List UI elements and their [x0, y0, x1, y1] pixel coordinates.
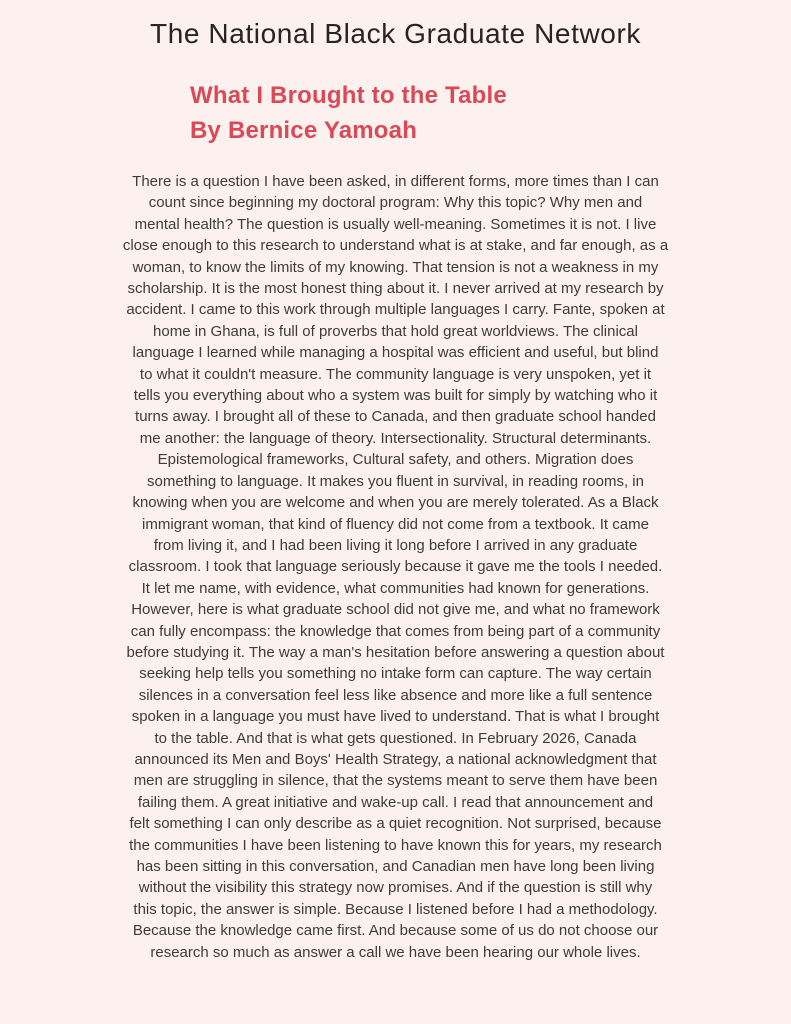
site-title: The National Black Graduate Network [150, 18, 641, 49]
body-line: announced its Men and Boys' Health Strategy, a national acknowledgment that [134, 750, 657, 768]
article-title: What I Brought to the Table [190, 82, 507, 109]
body-line: classroom. I took that language seriously because it gave me the tools I needed. [128, 558, 663, 576]
body-line: scholarship. It is the most honest thing about it. I never arrived at my research by [127, 280, 664, 298]
article-byline: By Bernice Yamoah [190, 117, 418, 144]
body-line: to what it couldn't measure. The community language is very unspoken, yet it [139, 365, 652, 383]
body-line: failing them. A great initiative and wake-up call. I read that announcement and [137, 793, 654, 811]
body-line: to the table. And that is what gets questioned. In February 2026, Canada [154, 729, 637, 747]
body-line: without the visibility this strategy now promises. And if the question is still why [138, 879, 653, 897]
body-line: immigrant woman, that kind of fluency did not come from a textbook. It came [142, 515, 649, 533]
body-line: close enough to this research to understand what is at stake, and far enough, as a [122, 237, 669, 255]
article-heading [190, 78, 507, 148]
article-body [75, 171, 716, 963]
body-line: the communities I have been listening to have known this for years, my research [129, 836, 662, 854]
body-line: language I learned while managing a hospital was efficient and useful, but blind [132, 344, 659, 362]
body-line: home in Ghana, is full of proverbs that hold great worldviews. The clinical [153, 322, 638, 340]
body-line: count since beginning my doctoral program: Why this topic? Why men and [148, 194, 643, 212]
body-line: me another: the language of theory. Intersectionality. Structural determinants. [139, 429, 652, 447]
body-line: Epistemological frameworks, Cultural safety, and others. Migration does [157, 451, 634, 469]
body-line: something to language. It makes you fluent in survival, in reading rooms, in [147, 472, 644, 490]
body-line: There is a question I have been asked, in different forms, more times than I can [132, 173, 659, 190]
body-line: turns away. I brought all of these to Canada, and then graduate school handed [135, 408, 656, 426]
body-line: silences in a conversation feel less like absence and more like a full sentence [138, 686, 653, 704]
body-line: felt something I can only describe as a quiet recognition. Not surprised, because [129, 815, 662, 833]
body-line: woman, to know the limits of my knowing. That tension is not a weakness in my [132, 258, 659, 276]
body-line: men are struggling in silence, that the systems meant to serve them have been [133, 772, 658, 790]
body-line: It let me name, with evidence, what communities had known for generations. [141, 579, 650, 597]
body-line: this topic, the answer is simple. Because I listened before I had a methodology. [133, 900, 658, 918]
body-line: spoken in a language you must have lived to understand. That is what I brought [131, 708, 660, 726]
body-line: research so much as answer a call we have been hearing our whole lives. [150, 943, 641, 961]
body-line: mental health? The question is usually well-meaning. Sometimes it is not. I live [134, 215, 657, 233]
body-line: before studying it. The way a man's hesitation before answering a question about [126, 643, 665, 661]
body-line: seeking help tells you something no intake form can capture. The way certain [139, 665, 652, 683]
body-line: has been sitting in this conversation, and Canadian men have long been living [136, 858, 655, 875]
body-line: tells you everything about who a system was built for simply by watching who it [133, 387, 658, 405]
body-line: from living it, and I had been living it long before I arrived in any graduate [153, 536, 638, 554]
body-line: accident. I came to this work through multiple languages I carry. Fante, spoken at [126, 301, 665, 319]
body-line: can fully encompass: the knowledge that comes from being part of a community [130, 622, 661, 640]
body-line: knowing when you are welcome and when you are merely tolerated. As a Black [132, 494, 659, 512]
body-line: However, here is what graduate school did not give me, and what no framework [131, 601, 660, 619]
body-line: Because the knowledge came first. And because some of us do not choose our [132, 922, 659, 940]
